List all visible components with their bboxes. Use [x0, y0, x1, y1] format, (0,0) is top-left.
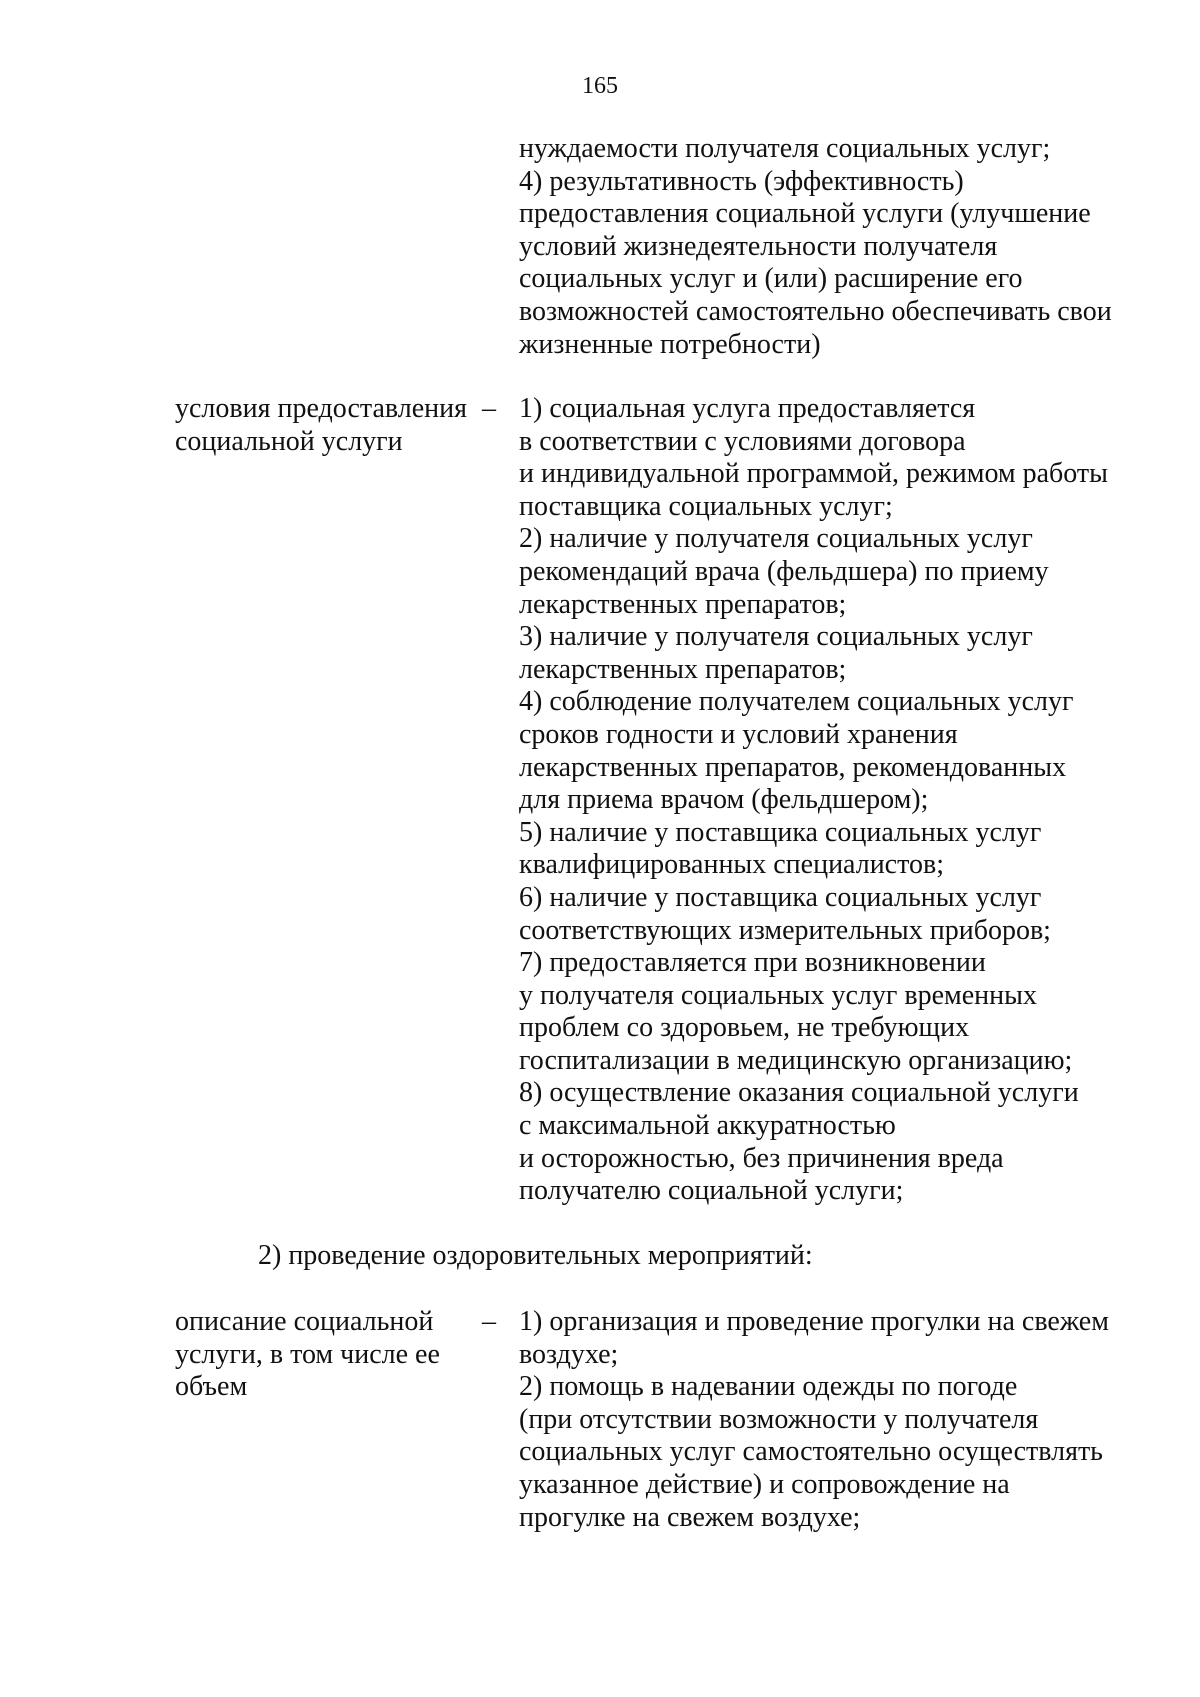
text-line: 5) наличие у поставщика социальных услуг	[519, 816, 1042, 848]
text-line: прогулке на свежем воздухе;	[519, 1501, 861, 1533]
text-line: с максимальной аккуратностью	[519, 1110, 896, 1142]
label-line: описание социальной	[175, 1306, 434, 1337]
dash-separator: –	[482, 393, 496, 424]
text-line: и индивидуальной программой, режимом работы	[519, 458, 1108, 490]
text-line: 6) наличие у поставщика социальных услуг	[519, 881, 1042, 913]
text-line: квалифицированных специалистов;	[519, 849, 944, 881]
text-line: 7) предоставляется при возникновении	[519, 947, 986, 979]
label-line: объем	[175, 1371, 248, 1403]
text-line: у получателя социальных услуг временных	[519, 979, 1037, 1011]
text-line: соответствующих измерительных приборов;	[519, 914, 1051, 946]
text-line: проблем со здоровьем, не требующих	[519, 1012, 970, 1044]
text-line: 2) помощь в надевании одежды по погоде	[519, 1371, 1018, 1403]
text-line: 8) осуществление оказания социальной услуги	[519, 1077, 1079, 1109]
text-line: воздухе;	[519, 1338, 619, 1370]
text-line: для приема врачом (фельдшером);	[519, 784, 929, 816]
page-number: 165	[582, 73, 618, 99]
text-line: возможностей самостоятельно обеспечивать свои	[519, 295, 1112, 327]
label-line: социальной услуги	[175, 425, 403, 457]
text-line: нуждаемости получателя социальных услуг;	[519, 133, 1051, 164]
label-line: услуги, в том числе ее	[175, 1338, 440, 1370]
text-line: 1) организация и проведение прогулки на свежем	[519, 1306, 1109, 1337]
description-label	[175, 1306, 475, 1404]
text-line: лекарственных препаратов;	[519, 653, 847, 685]
text-line: поставщика социальных услуг;	[519, 490, 893, 522]
text-line: в соответствии с условиями договора	[519, 425, 966, 457]
text-line: 4) соблюдение получателем социальных услуг	[519, 686, 1074, 718]
text-line: получателю социальной услуги;	[519, 1175, 904, 1207]
text-line: лекарственных препаратов;	[519, 588, 847, 620]
text-line: социальных услуг самостоятельно осуществлять	[519, 1436, 1103, 1468]
text-line: 2) наличие у получателя социальных услуг	[519, 523, 1033, 555]
text-line: социальных услуг и (или) расширение его	[519, 263, 1023, 295]
section-subheading: 2) проведение оздоровительных мероприятий:	[258, 1240, 813, 1271]
text-line: госпитализации в медицинскую организацию;	[519, 1044, 1073, 1076]
text-line: 1) социальная услуга предоставляется	[519, 393, 976, 424]
text-line: лекарственных препаратов, рекомендованных	[519, 751, 1067, 783]
text-line: (при отсутствии возможности у получателя	[519, 1403, 1039, 1435]
text-line: жизненные потребности)	[519, 328, 821, 360]
text-line: и осторожностью, без причинения вреда	[519, 1142, 1004, 1174]
label-line: условия предоставления	[175, 393, 468, 424]
description-value	[519, 1306, 1139, 1534]
text-line: условий жизнедеятельности получателя	[519, 230, 998, 262]
text-line: предоставления социальной услуги (улучшение	[519, 198, 1091, 230]
text-line: сроков годности и условий хранения	[519, 718, 958, 750]
continuation-value	[519, 133, 1139, 361]
text-line: рекомендаций врача (фельдшера) по приему	[519, 555, 1049, 587]
conditions-label	[175, 393, 475, 458]
text-line: указанное действие) и сопровождение на	[519, 1468, 1010, 1500]
text-line: 3) наличие у получателя социальных услуг	[519, 621, 1033, 653]
dash-separator: –	[482, 1306, 496, 1337]
conditions-value	[519, 393, 1139, 1208]
text-line: 4) результативность (эффективность)	[519, 165, 964, 197]
